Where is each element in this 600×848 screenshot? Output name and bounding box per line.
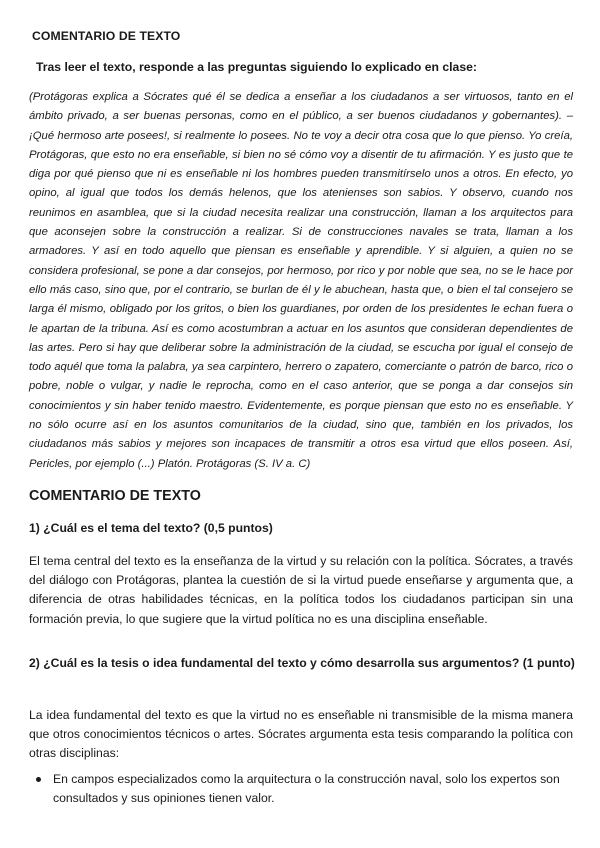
source-quote: (Protágoras explica a Sócrates qué él se dedica a enseñar a los ciudadanos a ser virtuosos, tanto en el ámbito privado, a ser buenas personas, como en el público, a ser buenos ciudadanos y gobernantes). – ¡Qué hermoso arte posees!, si realmente lo posees. No te voy a decir otra cosa que lo que pienso. Yo creía, Protágoras, que esto no era enseñable, si bien no sé cómo voy a disentir de tu afirmación. Y es justo que te diga por qué pienso que ni es enseñable ni los hombres pueden transmitírselo unos a otros. En efecto, yo opino, al igual que todos los demás helenos, que los atenienses son sabios. Y observo, cuando nos reunimos en asamblea, que si la ciudad necesita realizar una construcción, llaman a los arquitectos para que aconsejen sobre la construcción a realizar. Si de construcciones navales se trata, llaman a los armadores. Y así en todo aquello que piensan es enseñable y aprendible. Y si alguien, a quien no se considera profesional, se pone a dar consejos, por hermoso, por rico y por noble que sea, no se le hace por ello más caso, sino que, por el contrario, se burlan de él y le abuchean, hasta que, o bien el tal consejero se larga él mismo, obligado por los gritos, o bien los guardianes, por orden de los presidentes le echan fuera o le apartan de la tribuna. Así es como acostumbran a actuar en los asuntos que consideran dependientes de las artes. Pero si hay que deliberar sobre la administración de la ciudad, se escucha por igual el consejo de todo aquél que toma la palabra, ya sea carpintero, herrero o zapatero, comerciante o patrón de barco, rico o pobre, noble o vulgar, y nadie le reprocha, como en el caso anterior, que se ponga a dar consejos sin conocimientos y sin haber tenido maestro. Evidentemente, es porque piensan que esto no es enseñable. Y no sólo ocurre así en los asuntos comunitarios de la ciudad, sino que, también en los privados, los ciudadanos más sabios y mejores son incapaces de transmitir a otros esa virtud que ellos poseen. Así, Pericles, por ejemplo (...) Platón. Protágoras (S. IV a. C) bbox=[29, 91, 573, 470]
answer-1: El tema central del texto es la enseñanza de la virtud y su relación con la política. Sócrates, a través del diálogo con Protágoras, plantea la cuestión de si la virtud puede enseñarse y argumenta que, a diferencia de otras habilidades técnicas, en la política todos los ciudadanos participan sin una formación previa, lo que sugiere que la virtud política no es una disciplina enseñable. bbox=[29, 554, 573, 626]
section-title: COMENTARIO DE TEXTO bbox=[29, 488, 201, 504]
argument-list bbox=[29, 770, 573, 808]
list-item-text: En campos especializados como la arquitectura o la construcción naval, solo los expertos son consultados y sus opiniones tienen valor. bbox=[53, 772, 560, 806]
instruction-text: Tras leer el texto, responde a las preguntas siguiendo lo explicado en clase: bbox=[36, 60, 477, 74]
answer-2: La idea fundamental del texto es que la virtud no es enseñable ni transmisible de la misma manera que otros conocimientos técnicos o artes. Sócrates argumenta esta tesis comparando la política con otras disciplinas: bbox=[29, 708, 573, 761]
question-1: 1) ¿Cuál es el tema del texto? (0,5 puntos) bbox=[29, 521, 273, 535]
bullet-dot-icon bbox=[36, 777, 41, 782]
document-title: COMENTARIO DE TEXTO bbox=[32, 29, 181, 43]
question-2: 2) ¿Cuál es la tesis o idea fundamental del texto y cómo desarrolla sus argumentos? (1 punto) bbox=[29, 656, 575, 670]
list-item bbox=[29, 770, 573, 808]
